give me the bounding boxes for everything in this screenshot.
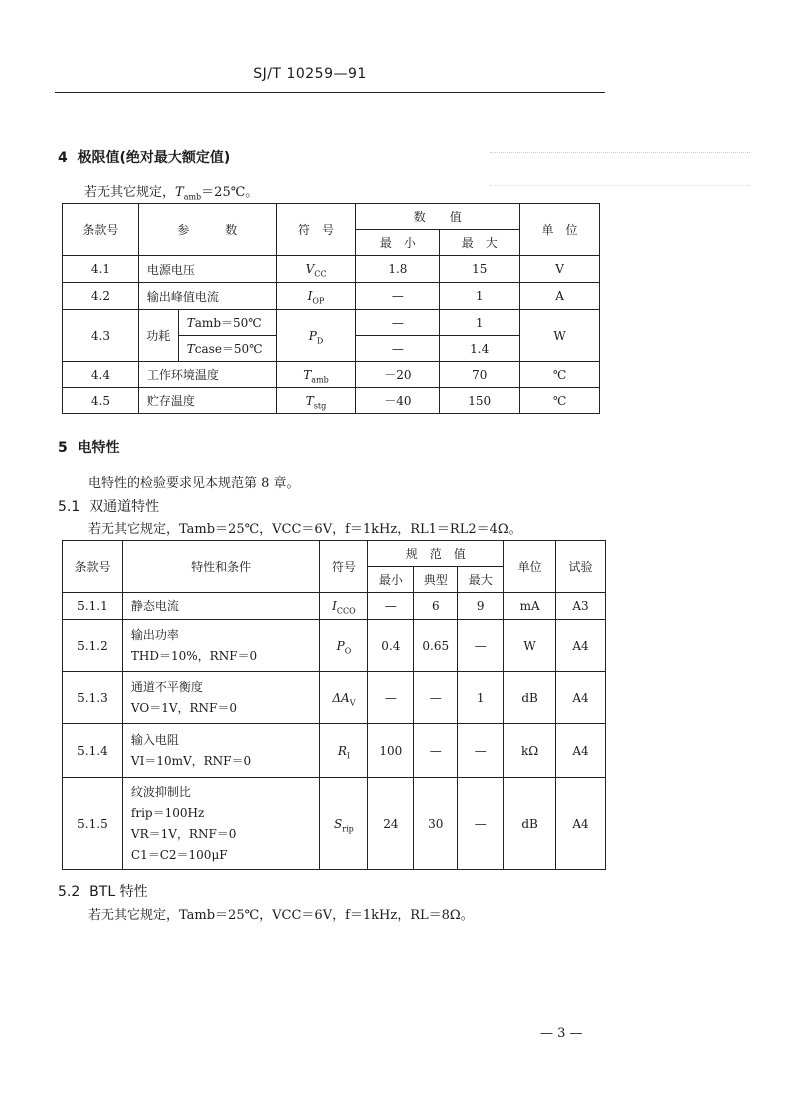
symbol-cell bbox=[320, 778, 368, 870]
table-row bbox=[63, 778, 606, 870]
header-value: 数 值 bbox=[356, 204, 520, 230]
param-cell: 电源电压 bbox=[138, 256, 276, 283]
char-line: 通道不平衡度 bbox=[130, 679, 203, 694]
char-line: 纹波抑制比 bbox=[130, 784, 191, 799]
clause-cell: 5.1.3 bbox=[63, 672, 123, 724]
section-5-title: 电特性 bbox=[77, 440, 120, 456]
min-cell: －20 bbox=[356, 362, 440, 388]
param-cell: 贮存温度 bbox=[138, 388, 276, 414]
char-line: VO＝1V，RNF＝0 bbox=[130, 700, 237, 715]
param-cell: 功耗 bbox=[138, 310, 178, 362]
symbol: T bbox=[303, 367, 312, 382]
section-4-condition bbox=[84, 181, 258, 200]
max-cell: 1.4 bbox=[440, 336, 520, 362]
header-clause: 条款号 bbox=[63, 541, 123, 593]
clause-cell: 4.5 bbox=[63, 388, 139, 414]
table-row bbox=[63, 256, 600, 283]
max-cell: 9 bbox=[458, 593, 504, 620]
section-5-2-title: BTL 特性 bbox=[89, 884, 148, 900]
header-test: 试验 bbox=[556, 541, 606, 593]
section-5-intro: 电特性的检验要求见本规范第 8 章。 bbox=[88, 476, 300, 491]
clause-cell: 4.2 bbox=[63, 283, 139, 310]
section-5-2-number: 5.2 bbox=[58, 884, 81, 900]
section-5-1-condition: 若无其它规定，Tamb＝25℃，VCC＝6V，f＝1kHz，RL1＝RL2＝4Ω。 bbox=[88, 522, 522, 537]
symbol-cell bbox=[276, 388, 356, 414]
section-5-heading bbox=[58, 437, 120, 457]
char-line: 静态电流 bbox=[130, 598, 179, 613]
condition-cell bbox=[178, 336, 276, 362]
symbol-subscript: I bbox=[346, 750, 351, 760]
min-cell: — bbox=[356, 310, 440, 336]
symbol: P bbox=[308, 328, 317, 343]
cond-text: case＝50℃ bbox=[194, 342, 263, 356]
symbol-subscript: O bbox=[344, 645, 352, 655]
min-cell: — bbox=[368, 593, 414, 620]
char-line: VI＝10mV，RNF＝0 bbox=[130, 753, 252, 768]
test-cell: A4 bbox=[556, 778, 606, 870]
header-max: 最大 bbox=[458, 567, 504, 593]
typ-cell: 0.65 bbox=[414, 620, 458, 672]
symbol-cell bbox=[276, 283, 356, 310]
unit-cell: ℃ bbox=[520, 362, 600, 388]
symbol-subscript: D bbox=[316, 335, 324, 345]
symbol-subscript: stg bbox=[313, 400, 327, 410]
table-row bbox=[63, 724, 606, 778]
header-clause: 条款号 bbox=[63, 204, 139, 256]
max-cell: 1 bbox=[440, 310, 520, 336]
min-cell: 100 bbox=[368, 724, 414, 778]
section-4-number: 4 bbox=[58, 150, 68, 166]
symbol: V bbox=[305, 262, 315, 276]
unit-cell: W bbox=[520, 310, 600, 362]
min-cell: — bbox=[356, 283, 440, 310]
min-cell: 24 bbox=[368, 778, 414, 870]
header-min: 最小 bbox=[368, 567, 414, 593]
header-symbol: 符 号 bbox=[276, 204, 356, 256]
unit-cell: mA bbox=[504, 593, 556, 620]
symbol-cell bbox=[276, 310, 356, 362]
unit-cell: V bbox=[520, 256, 600, 283]
characteristic-cell bbox=[122, 593, 320, 620]
min-cell: 0.4 bbox=[368, 620, 414, 672]
unit-cell: dB bbox=[504, 778, 556, 870]
max-cell: 1 bbox=[440, 283, 520, 310]
characteristic-cell bbox=[122, 620, 320, 672]
min-cell: 1.8 bbox=[356, 256, 440, 283]
header-max: 最 大 bbox=[440, 230, 520, 256]
unit-cell: A bbox=[520, 283, 600, 310]
unit-cell: kΩ bbox=[504, 724, 556, 778]
clause-cell: 4.1 bbox=[63, 256, 139, 283]
section-5-1-heading bbox=[58, 496, 159, 516]
symbol-subscript: CC bbox=[314, 269, 327, 279]
min-cell: — bbox=[356, 336, 440, 362]
header-unit: 单 位 bbox=[520, 204, 600, 256]
symbol-subscript: rip bbox=[342, 823, 354, 833]
symbol-subscript: V bbox=[349, 697, 356, 707]
symbol: I bbox=[307, 289, 313, 303]
section-5-number: 5 bbox=[58, 440, 68, 456]
symbol-cell bbox=[320, 593, 368, 620]
clause-cell: 5.1.2 bbox=[63, 620, 123, 672]
typ-cell: — bbox=[414, 724, 458, 778]
param-cell: 输出峰值电流 bbox=[138, 283, 276, 310]
symbol-cell bbox=[276, 362, 356, 388]
condition-prefix: 若无其它规定， bbox=[84, 185, 176, 200]
condition-symbol: T bbox=[175, 185, 184, 200]
dual-channel-table bbox=[62, 540, 606, 870]
clause-cell: 5.1.5 bbox=[63, 778, 123, 870]
test-cell: A4 bbox=[556, 620, 606, 672]
char-line: 输出功率 bbox=[130, 627, 179, 642]
typ-cell: 6 bbox=[414, 593, 458, 620]
max-cell: — bbox=[458, 620, 504, 672]
table-row bbox=[63, 388, 600, 414]
min-cell: －40 bbox=[356, 388, 440, 414]
condition-cell bbox=[178, 310, 276, 336]
cond-symbol: T bbox=[186, 342, 195, 356]
max-cell: — bbox=[458, 724, 504, 778]
symbol: T bbox=[305, 393, 314, 408]
table-row bbox=[63, 283, 600, 310]
cond-text: amb＝50℃ bbox=[194, 316, 262, 330]
header-typ: 典型 bbox=[414, 567, 458, 593]
test-cell: A4 bbox=[556, 672, 606, 724]
symbol: P bbox=[336, 638, 345, 653]
clause-cell: 4.3 bbox=[63, 310, 139, 362]
characteristic-cell bbox=[122, 724, 320, 778]
symbol-subscript: CCO bbox=[336, 606, 356, 616]
clause-cell: 5.1.1 bbox=[63, 593, 123, 620]
table-row bbox=[63, 362, 600, 388]
char-line: C1＝C2＝100μF bbox=[130, 847, 228, 862]
header-min: 最 小 bbox=[356, 230, 440, 256]
unit-cell: ℃ bbox=[520, 388, 600, 414]
typ-cell: 30 bbox=[414, 778, 458, 870]
symbol: S bbox=[334, 816, 343, 831]
unit-cell: dB bbox=[504, 672, 556, 724]
unit-cell: W bbox=[504, 620, 556, 672]
section-5-1-title: 双通道特性 bbox=[89, 499, 160, 515]
symbol-cell bbox=[320, 620, 368, 672]
section-5-2-condition: 若无其它规定，Tamb＝25℃，VCC＝6V，f＝1kHz，RL＝8Ω。 bbox=[88, 908, 474, 923]
char-line: 输入电阻 bbox=[130, 732, 179, 747]
section-5-1-number: 5.1 bbox=[58, 499, 81, 515]
typ-cell: — bbox=[414, 672, 458, 724]
clause-cell: 5.1.4 bbox=[63, 724, 123, 778]
header-characteristic: 特性和条件 bbox=[122, 541, 320, 593]
max-cell: — bbox=[458, 778, 504, 870]
cond-symbol: T bbox=[186, 316, 195, 330]
condition-suffix: ＝25℃。 bbox=[201, 185, 259, 200]
min-cell: — bbox=[368, 672, 414, 724]
section-5-2-heading bbox=[58, 881, 148, 901]
char-line: frip＝100Hz bbox=[130, 805, 205, 820]
header-param: 参 数 bbox=[138, 204, 276, 256]
table-row bbox=[63, 620, 606, 672]
symbol: R bbox=[337, 743, 347, 758]
header-symbol: 符号 bbox=[320, 541, 368, 593]
symbol-cell bbox=[320, 672, 368, 724]
max-cell: 15 bbox=[440, 256, 520, 283]
scan-artifact bbox=[490, 152, 750, 186]
page-number: — 3 — bbox=[540, 1026, 583, 1041]
characteristic-cell bbox=[122, 672, 320, 724]
clause-cell: 4.4 bbox=[63, 362, 139, 388]
char-line: THD＝10%，RNF＝0 bbox=[130, 648, 258, 663]
symbol: ΔA bbox=[332, 690, 350, 705]
table-row bbox=[63, 672, 606, 724]
max-cell: 1 bbox=[458, 672, 504, 724]
section-4-title: 极限值(绝对最大额定值) bbox=[77, 150, 231, 166]
char-line: VR＝1V，RNF＝0 bbox=[130, 826, 237, 841]
characteristic-cell bbox=[122, 778, 320, 870]
table-row bbox=[63, 310, 600, 336]
symbol: I bbox=[332, 599, 337, 613]
symbol-subscript: OP bbox=[312, 296, 325, 306]
header-rule bbox=[55, 92, 605, 93]
symbol-cell bbox=[320, 724, 368, 778]
symbol-cell bbox=[276, 256, 356, 283]
table-row bbox=[63, 593, 606, 620]
param-cell: 工作环境温度 bbox=[138, 362, 276, 388]
condition-subscript: amb bbox=[183, 192, 202, 202]
section-4-heading bbox=[58, 147, 230, 167]
symbol-subscript: amb bbox=[311, 374, 329, 384]
max-cell: 70 bbox=[440, 362, 520, 388]
test-cell: A3 bbox=[556, 593, 606, 620]
max-cell: 150 bbox=[440, 388, 520, 414]
limits-table bbox=[62, 203, 600, 414]
header-spec: 规 范 值 bbox=[368, 541, 504, 567]
header-unit: 单位 bbox=[504, 541, 556, 593]
standard-number-header: SJ/T 10259—91 bbox=[253, 66, 367, 82]
test-cell: A4 bbox=[556, 724, 606, 778]
